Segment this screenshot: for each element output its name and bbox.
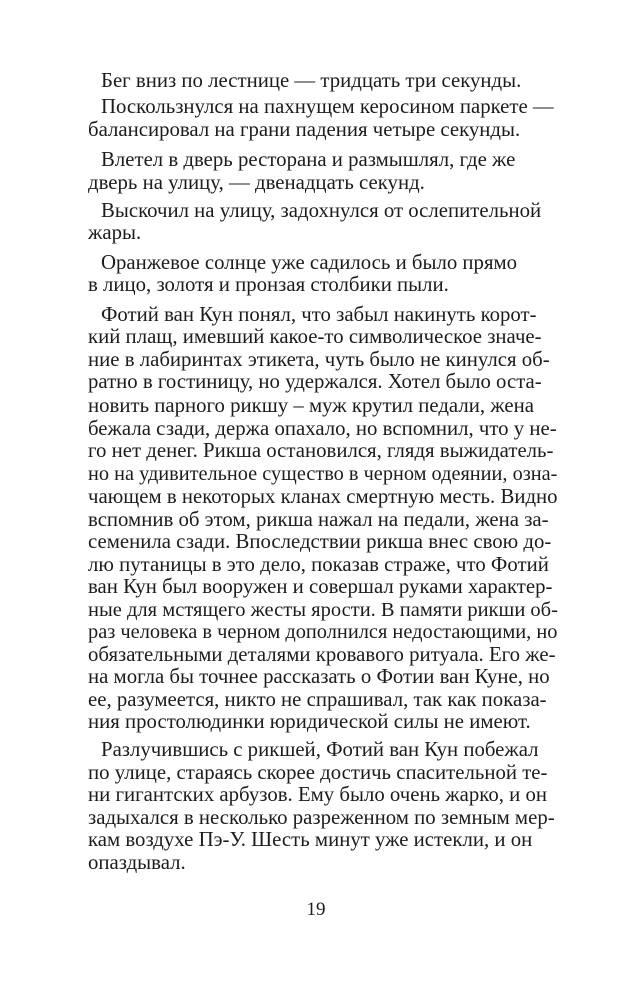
text-line: Влетел в дверь ресторана и размышлял, где же [101, 148, 516, 171]
text-line: ния простолюдинки юридической силы не имеют. [88, 710, 531, 733]
text-line: вспомнив об этом, рикша нажал на педали, жена за- [88, 508, 549, 531]
text-line: задыхался в несколько разреженном по земным мер- [88, 806, 555, 829]
text-line: лю путаницы в это дело, показав страже, что Фотий [88, 553, 549, 576]
page-number: 19 [306, 899, 326, 920]
text-line: но на удивительное существо в черном одеянии, озна- [88, 463, 558, 485]
text-line: кам воздухе Пэ-У. Шесть минут уже истекли, и он [88, 828, 533, 851]
text-line: ратно в гостиницу, но удержался. Хотел было оста- [88, 370, 542, 393]
text-line: обязательными деталями кровавого ритуала. Его же- [88, 643, 556, 666]
text-line: на могла бы точнее рассказать о Фотии ван Куне, но [88, 665, 550, 688]
text-line: жары. [88, 221, 142, 244]
text-line: Разлучившись с рикшей, Фотий ван Кун побежал [101, 738, 539, 761]
text-line: по улице, стараясь скорее достичь спасительной те- [88, 761, 548, 784]
text-line: ние в лабиринтах этикета, чуть было не кинулся об- [88, 348, 550, 371]
text-line: в лицо, золотя и пронзая столбики пыли. [88, 273, 449, 296]
text-line: Бег вниз по лестнице — тридцать три секунды. [101, 69, 522, 92]
text-line: чающем в некоторых кланах смертную месть. Видно [88, 485, 558, 508]
text-line: дверь на улицу, — двенадцать секунд. [88, 171, 425, 194]
text-line: Выскочил на улицу, задохнулся от ослепительной [101, 199, 542, 222]
text-line: Фотий ван Кун понял, что забыл накинуть корот- [101, 303, 537, 326]
text-line: раз человека в черном дополнился недостающими, но [88, 621, 558, 643]
text-line: балансировал на грани падения четыре секунды. [88, 118, 521, 141]
text-line: Поскользнулся на пахнущем керосином паркете — [101, 95, 554, 118]
text-line: новить парного рикшу – муж крутил педали, жена [88, 394, 534, 417]
text-line: ные для мстящего жесты ярости. В памяти рикши об- [88, 599, 558, 621]
text-line: бежала сзади, держа опахало, но вспомнил, что у не- [88, 417, 557, 440]
text-line: кий плащ, имевший какое-то символическое значе- [88, 325, 542, 348]
text-line: семенила сзади. Впоследствии рикша внес свою до- [88, 530, 552, 553]
text-line: го нет денег. Рикша остановился, глядя выжидатель- [88, 439, 554, 462]
text-line: ее, разумеется, никто не спрашивал, так как показа- [88, 688, 547, 711]
text-line: опаздывал. [88, 851, 186, 874]
text-line: ван Кун был вооружен и совершал руками характер- [88, 575, 553, 598]
text-line: ни гигантских арбузов. Ему было очень жарко, и он [88, 783, 547, 806]
text-line: Оранжевое солнце уже садилось и было прямо [101, 251, 518, 274]
